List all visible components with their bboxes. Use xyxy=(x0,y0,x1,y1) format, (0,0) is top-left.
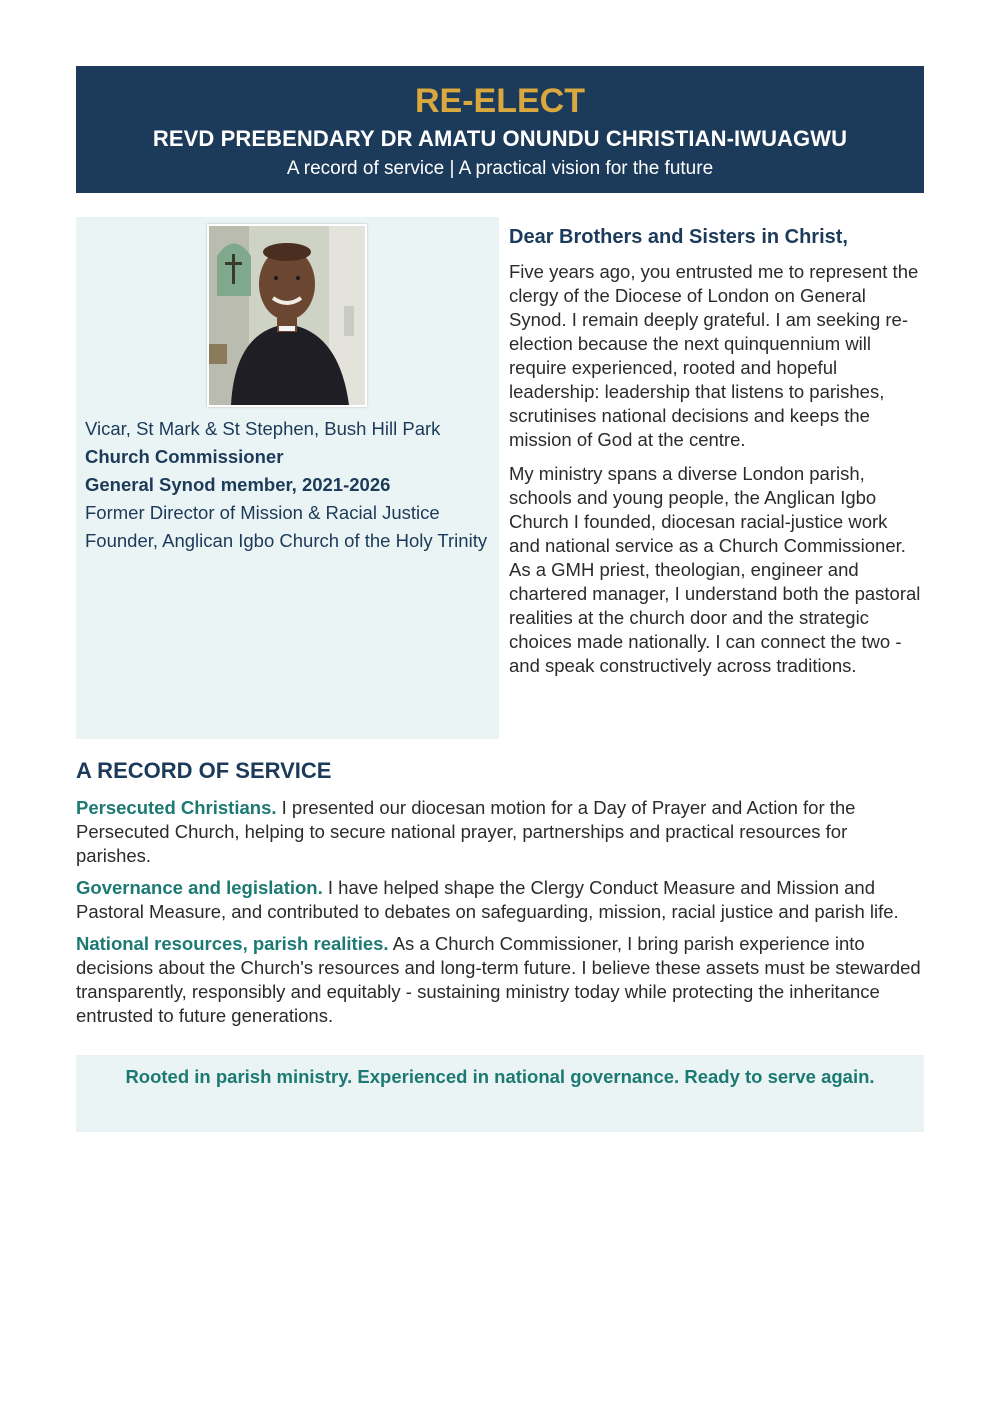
record-item-text: I have helped shape the Clergy Conduct Measure and Mission and Pastoral Measure, and contributed to debates on safeguarding, mission, racial justice and parish life. xyxy=(76,877,899,922)
closing-statement: Rooted in parish ministry. Experienced in national governance. Ready to serve again. xyxy=(125,1066,875,1087)
record-item-lead: National resources, parish realities. xyxy=(76,933,389,954)
letter-section xyxy=(509,224,923,688)
header-banner xyxy=(76,66,924,193)
role-synod-member: General Synod member, 2021-2026 xyxy=(85,474,391,495)
tagline: A record of service | A practical vision for the future xyxy=(286,158,714,179)
letter-greeting: Dear Brothers and Sisters in Christ, xyxy=(509,226,848,248)
candidate-name: REVD PREBENDARY DR AMATU ONUNDU CHRISTIAN-IWUAGWU xyxy=(152,126,848,151)
closing-callout xyxy=(76,1055,924,1132)
record-heading: A RECORD OF SERVICE xyxy=(76,758,332,783)
letter-paragraph: My ministry spans a diverse London parish, schools and young people, the Anglican Igbo Church I founded, diocesan racial-justice work and national service as a Church Commissioner. As a GMH priest, theologian, engineer and chartered manager, I understand both the pastoral realities at the church door and the strategic choices made nationally. I can connect the two - and speak constructively across traditions. xyxy=(509,463,921,676)
letter-paragraph: Five years ago, you entrusted me to represent the clergy of the Diocese of London on General Synod. I remain deeply grateful. I am seeking re-election because the next quinquennium will require experienced, rooted and hopeful leadership: leadership that listens to parishes, scrutinises national decisions and keeps the mission of God at the centre. xyxy=(509,261,919,450)
profile-panel xyxy=(76,217,499,739)
candidate-photo xyxy=(207,224,367,407)
record-item xyxy=(76,796,926,868)
role-founder: Founder, Anglican Igbo Church of the Holy Trinity xyxy=(85,530,488,551)
role-vicar: Vicar, St Mark & St Stephen, Bush Hill Park xyxy=(85,418,441,439)
record-section xyxy=(76,756,926,1036)
record-item xyxy=(76,876,926,924)
record-item-text: As a Church Commissioner, I bring parish experience into decisions about the Church's resources and long-term future. I believe these assets must be stewarded transparently, responsibly and equitably - sustaining ministry today while protecting the inheritance entrusted to future generations. xyxy=(76,933,921,1026)
record-item-text: I presented our diocesan motion for a Day of Prayer and Action for the Persecuted Church, helping to secure national prayer, partnerships and practical resources for parishes. xyxy=(76,797,856,866)
roles-list xyxy=(85,417,495,557)
role-church-commissioner: Church Commissioner xyxy=(85,446,284,467)
headline: RE-ELECT xyxy=(415,82,585,120)
record-item-lead: Governance and legislation. xyxy=(76,877,323,898)
role-former-director: Former Director of Mission & Racial Justice xyxy=(85,502,440,523)
record-item-lead: Persecuted Christians. xyxy=(76,797,277,818)
record-item xyxy=(76,932,926,1028)
